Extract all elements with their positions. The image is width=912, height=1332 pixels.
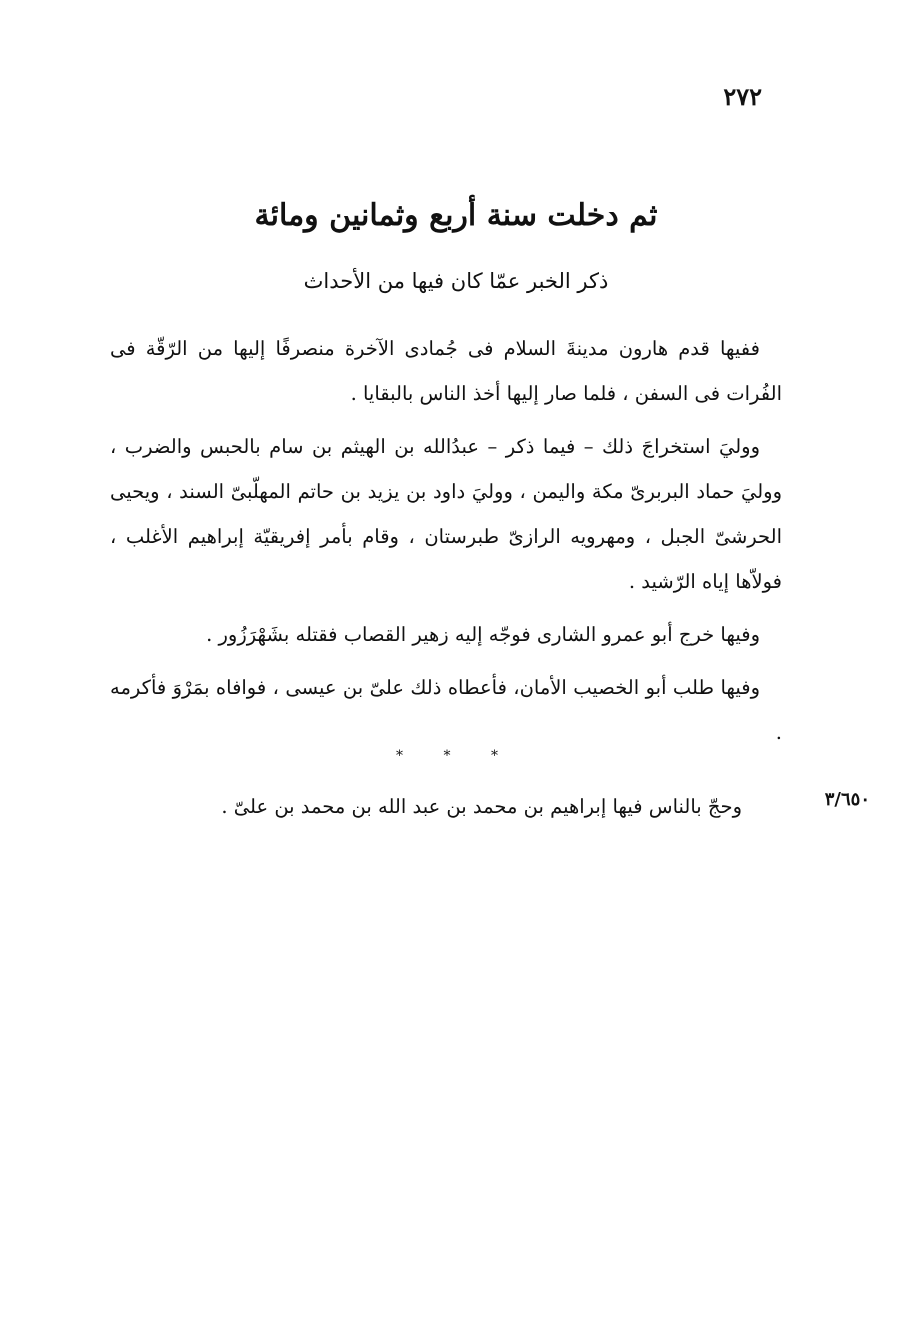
paragraph-3: وفيها خرج أبو عمرو الشارى فوجّه إليه زهير القصاب فقتله بشَهْرَزُور . [206,623,760,646]
page-number: ٢٧٢ [723,82,762,111]
paragraph-4: وفيها طلب أبو الخصيب الأمان، فأعطاه ذلك علىّ بن عيسى ، فوافاه بمَرْوَ فأكرمه . [110,676,782,744]
pilgrimage-line: وحجّ بالناس فيها إبراهيم بن محمد بن عبد الله بن محمد بن علىّ . [221,795,742,818]
section-separator: * * * [396,748,516,764]
body-text [110,326,782,763]
section-subheading: ذكر الخبر عمّا كان فيها من الأحداث [303,269,609,293]
paragraph-2: ووليَ استخراجَ ذلك – فيما ذكر – عبدُالله بن الهيثم بن سام بالحبس والضرب ، ووليَ حماد البربرىّ مكة واليمن ، ووليَ داود بن يزيد بن حاتم المهلّبىّ السند ، ويحيى الحرشىّ الجبل ، ومهرويه الرازىّ طبرستان ، وقام بأمر إفريقيّة إبراهيم الأغلب ، فولاّها إياه الرّشيد . [110,435,782,593]
paragraph-1: ففيها قدم هارون مدينةَ السلام فى جُمادى الآخرة منصرفًا إليها من الرّقّة فى الفُرات فى السفن ، فلما صار إليها أخذ الناس بالبقايا . [110,337,782,405]
margin-reference: ٣/٦٥٠ [824,789,870,810]
year-heading: ثم دخلت سنة أربع وثمانين ومائة [254,198,658,233]
